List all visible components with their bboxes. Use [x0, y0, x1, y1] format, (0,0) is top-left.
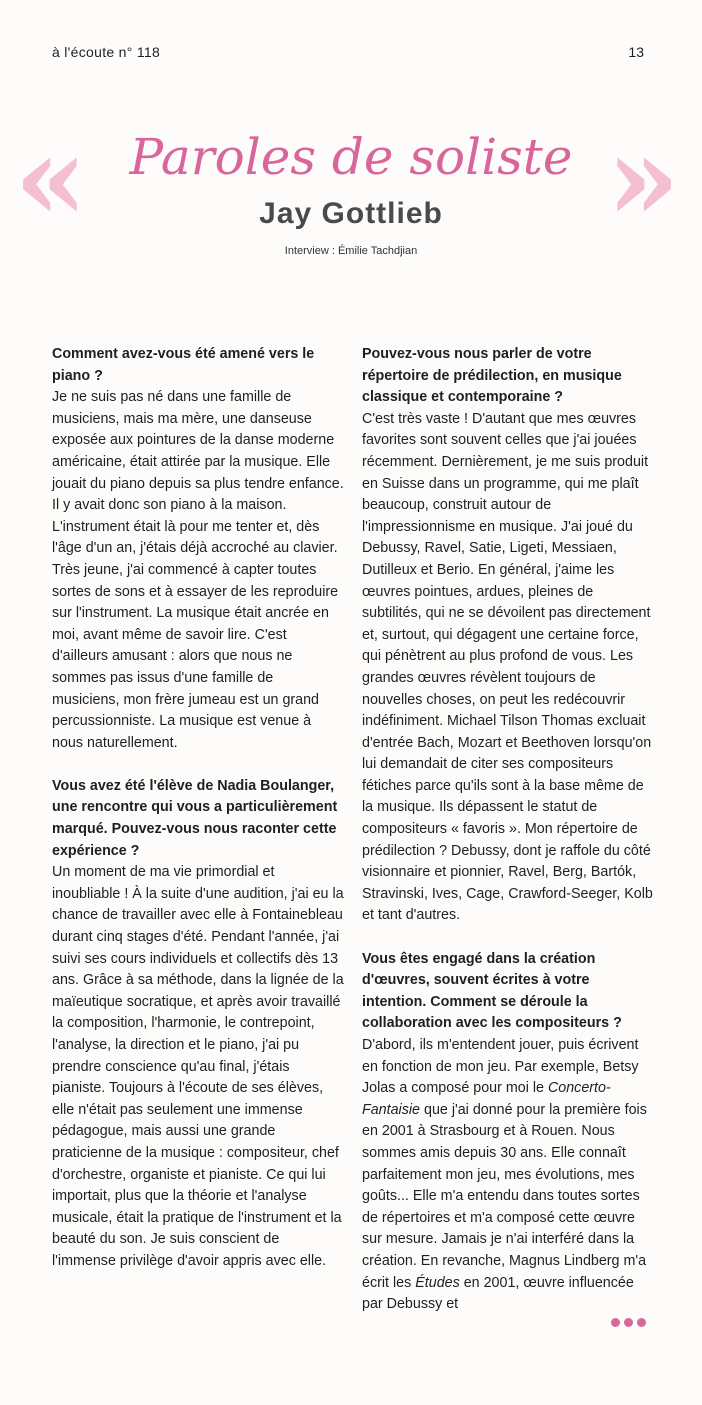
dot-icon — [637, 1318, 646, 1327]
magazine-issue: à l'écoute n° 118 — [52, 44, 161, 60]
interview-credit: Interview : Émilie Tachdjian — [284, 245, 418, 257]
right-quote-mark: » — [606, 108, 680, 247]
answer-4-text-2: que j'ai donné pour la première fois en 2001 à Strasbourg et à Rouen. Nous sommes amis depuis 30 ans. Elle connaît parfaitement mon jeu, mes évolutions, mes goûts... Elle m'a entendu dans toutes sortes de répertoires et m'a composé cette œuvre sur mesure. Jamais je n'ai interféré dans la création. En revanche, Magnus Lindberg m'a écrit les — [362, 1101, 647, 1291]
left-column — [52, 344, 344, 1273]
section-heading: Paroles de soliste — [129, 128, 573, 186]
question-4: Vous êtes engagé dans la création d'œuvres, souvent écrites à votre intention. Comment se déroule la collaboration avec les compositeurs ? — [362, 950, 622, 1032]
question-3: Pouvez-vous nous parler de votre répertoire de prédilection, en musique classique et contemporaine ? — [362, 346, 622, 406]
right-column — [362, 344, 654, 1316]
work-title-etudes: Études — [415, 1274, 460, 1291]
dot-icon — [624, 1318, 633, 1327]
dot-icon — [611, 1318, 620, 1327]
work-title-concerto: Concerto-Fantaisie — [362, 1080, 611, 1118]
answer-2: Un moment de ma vie primordial et inoubliable ! À la suite d'une audition, j'ai eu la chance de travailler avec elle à Fontainebleau durant cinq stages d'été. Pendant l'année, j'ai suivi ses cours individuels et collectifs dès 13 ans. Grâce à sa méthode, dans la lignée de la maïeutique socratique, et après avoir travaillé la composition, l'harmonie, le contrepoint, l'analyse, la direction et le piano, j'ai pu prendre conscience qu'au final, j'étais pianiste. Toujours à l'écoute de ses élèves, elle n'était pas seulement une immense pédagogue, mais aussi une grande praticienne de la musique : compositeur, chef d'orchestre, organiste et pianiste. Ce qui lui importait, plus que la théorie et l'analyse musicale, était la pratique de l'instrument et la beauté du son. Je suis conscient de l'immense privilège d'avoir appris avec elle. — [52, 864, 344, 1269]
answer-4-text-1: D'abord, ils m'entendent jouer, puis écrivent en fonction de mon jeu. Par exemple, Betsy Jolas a composé pour moi le — [362, 1037, 639, 1097]
continuation-dots — [611, 1318, 646, 1327]
answer-4 — [362, 1035, 654, 1316]
answer-4-text-3: en 2001, œuvre influencée par Debussy et — [362, 1274, 634, 1313]
question-1: Comment avez-vous été amené vers le piano ? — [52, 346, 315, 384]
left-quote-mark: « — [14, 108, 88, 247]
soloist-name: Jay Gottlieb — [259, 197, 443, 230]
answer-3: C'est très vaste ! D'autant que mes œuvres favorites sont souvent celles que j'ai jouées récemment. Dernièrement, je me suis produit en Suisse dans un programme, qui me plaît beaucoup, construit autour de l'impressionnisme en musique. J'ai joué du Debussy, Ravel, Satie, Ligeti, Messiaen, Dutilleux et Berio. En général, j'aime les œuvres pointues, ardues, pleines de subtilités, qui ne se dévoilent pas directement et, surtout, qui dégagent une certaine force, qui pénètrent au plus profond de vous. Les grandes œuvres révèlent toujours de nouvelles choses, on peut les redécouvrir indéfiniment. Michael Tilson Thomas excluait d'entrée Bach, Mozart et Beethoven lorsqu'on lui demandait de citer ses compositeurs fétiches parce qu'ils sont à la base même de la musique. Ils dépassent le statut de compositeurs « favoris ». Mon répertoire de prédilection ? Debussy, dont je raffole du côté visionnaire et pionnier, Ravel, Berg, Bartók, Stravinski, Ives, Cage, Crawford-Seeger, Kolb et tant d'autres. — [362, 410, 653, 924]
page-number: 13 — [628, 44, 644, 60]
question-2: Vous avez été l'élève de Nadia Boulanger, une rencontre qui vous a particulièrement marqué. Pouvez-vous nous raconter cette expérience ? — [52, 777, 338, 859]
answer-1: Je ne suis pas né dans une famille de musiciens, mais ma mère, une danseuse exposée aux pointures de la danse moderne américaine, était attirée par la musique. Elle jouait du piano depuis sa plus tendre enfance. Il y avait donc son piano à la maison. L'instrument était là pour me tenter et, dès l'âge d'un an, j'étais déjà accroché au clavier. Très jeune, j'ai commencé à capter toutes sortes de sons et à essayer de les reproduire sur l'instrument. La musique était ancrée en moi, avant même de savoir lire. C'est d'ailleurs amusant : alors que nous ne sommes pas issus d'une famille de musiciens, mon frère jumeau est un grand percussionniste. La musique est venue à nous naturellement. — [52, 389, 344, 751]
